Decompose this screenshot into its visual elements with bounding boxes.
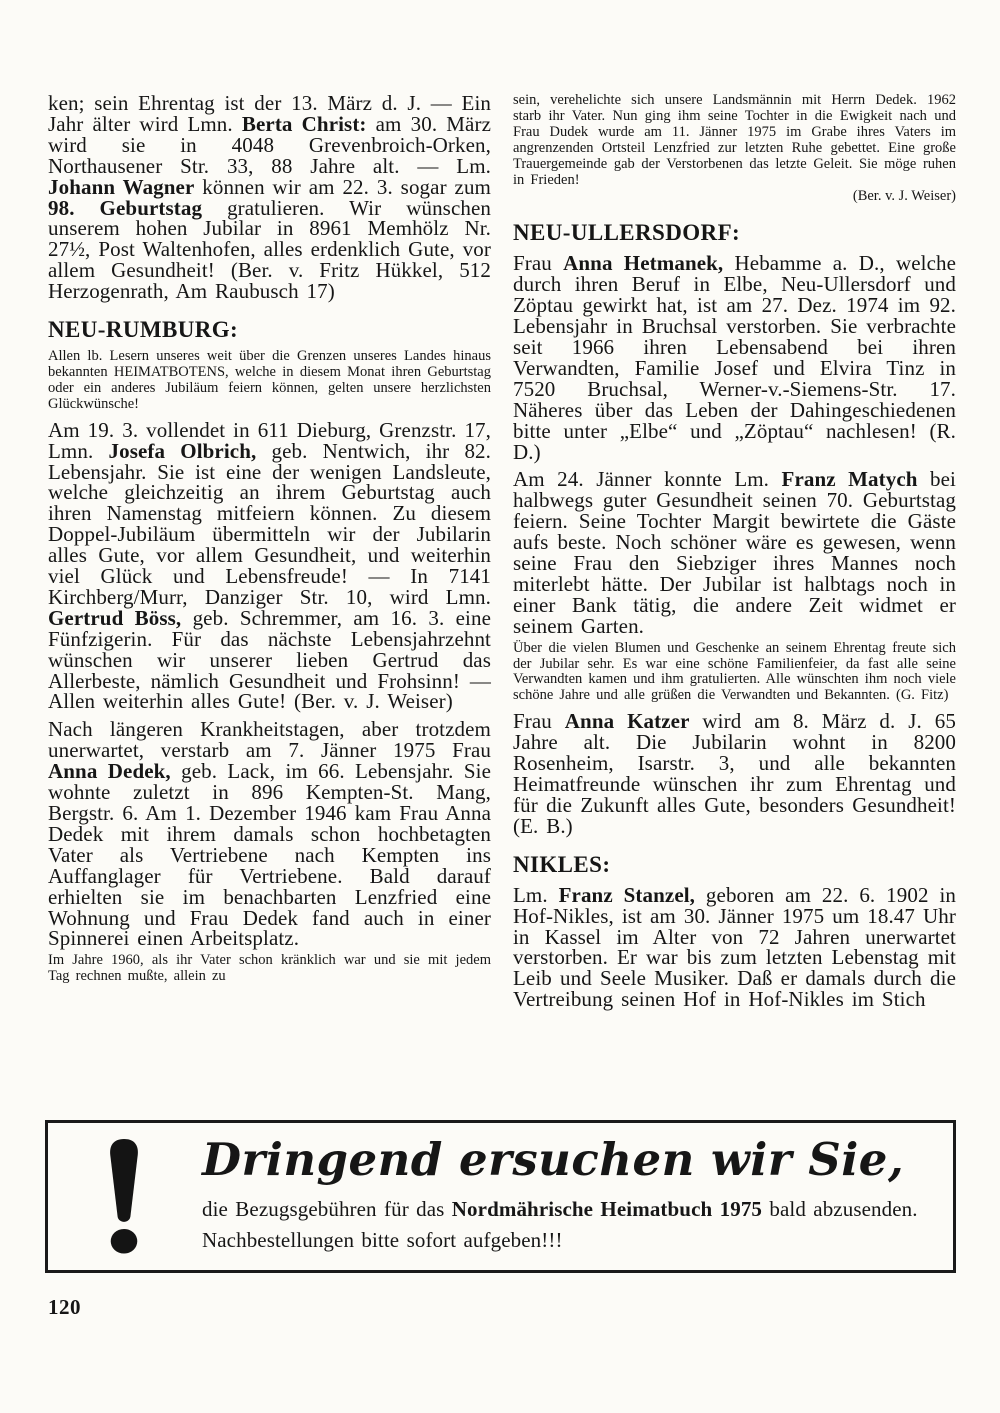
bold-text: Johann Wagner <box>48 174 195 199</box>
text: Nach längeren Krankheitstagen, aber trotzdem unerwartet, verstarb am 7. Jänner 1975 Frau <box>48 717 491 763</box>
text: Am 19. 3. vollendet in 611 Dieburg, Grenzstr. 17, Lmn. <box>48 417 491 463</box>
paragraph <box>513 253 956 462</box>
text: am 30. März wird sie in 4048 Grevenbroich-Orken, Northausener Str. 33, 88 Jahre alt. — Lm. <box>48 111 491 178</box>
text: sein, verehelichte sich unsere Landsmännin mit Herrn Dedek. 1962 starb ihr Vater. Nun ging ihm seine Tochter in die Ewigkeit nach und Frau Dudek wurde am 11. Jänner 1975 im Grabe ihres Vaters im angrenzenden Ortsteil Lenzfried zur letzten Ruhe gebettet. Eine große Trauergemeinde gab der Verstorbenen das letzte Geleit. Sie möge ruhen in Frieden! <box>513 93 956 188</box>
text: geb. Nentwich, ihr 82. Lebensjahr. Sie ist eine der wenigen Landsleute, welche gleichzeitig an ihrem Geburtstag auch ihren Namenstag mitfeiern können. Zu diesem Doppel-Jubiläum übermitteln wir der Jubilarin alles Gute, vor allem Gesundheit, und weiterhin viel Glück und Lebensfreude! — In 7141 Kirchberg/Murr, Danziger Str. 10, wird Lmn. <box>48 438 491 609</box>
notice-body <box>202 1194 929 1256</box>
text: geb. Schremmer, am 16. 3. eine Fünfzigerin. Für das nächste Lebensjahrzehnt wünschen wir unserer lieben Gertrud das Allerbeste, nämlich Gesundheit und Frohsinn! — Allen weiterhin alles Gute! (Ber. v. J. Weiser) <box>48 605 491 714</box>
text: bei halbwegs guter Gesundheit seinen 70. Geburtstag feiern. Seine Tochter Margit bewirtete die Gäste aufs beste. Noch schöner wäre es gewesen, wenn seine Frau den Siebziger ihres Mannes noch miterlebt hätte. Der Jubilar ist halbtags noch in einer Bank tätig, die andere Zeit widmet er seinem Garten. <box>513 467 956 638</box>
text: können wir am 22. 3. sogar zum <box>194 174 491 199</box>
bold-text: 98. Geburtstag <box>48 195 203 220</box>
text: Frau <box>513 251 564 276</box>
text: gratulieren. Wir wünschen unserem hohen Jubilar in 8961 Memhölz Nr. 27½, Post Waltenhofen, alles erdenklich Gute, vor allem Gesundheit! (Ber. v. Fritz Hükkel, 512 Herzogenrath, Am Raubusch 17) <box>48 195 491 304</box>
paragraph <box>513 469 956 636</box>
bold-text: Franz Matych <box>781 467 918 492</box>
bold-text: Berta Christ: <box>241 111 367 136</box>
text: bald abzusenden. Nachbestellungen bitte sofort aufgeben!!! <box>202 1196 918 1252</box>
text: geb. Lack, im 66. Lebensjahr. Sie wohnte zuletzt in 896 Kempten-St. Mang, Bergstr. 6. Am 1. Dezember 1946 kam Frau Anna Dedek mit ihrem damals schon hochbetagten Vater als Vertriebene nach Kempten ins Auffanglager für Vertriebene. Bald darauf erhielten sie im benachbarten Lenzfried eine Wohnung und Frau Dedek fand auch in einer Spinnerei einen Arbeitsplatz. <box>48 759 491 951</box>
text: Frau <box>513 709 565 734</box>
bold-text: Anna Dedek, <box>48 759 171 784</box>
attribution: (Ber. v. J. Weiser) <box>852 188 956 205</box>
notice-box-inner <box>48 1123 953 1270</box>
paragraph <box>48 417 491 714</box>
small-paragraph <box>48 349 491 413</box>
right-column <box>513 93 956 1115</box>
paragraph <box>48 93 491 302</box>
bold-text: Gertrud Böss, <box>48 605 182 630</box>
paragraph <box>48 719 491 949</box>
text: Lm. <box>513 882 559 907</box>
text: Am 24. Jänner konnte Lm. <box>513 467 782 492</box>
small-paragraph <box>513 641 956 705</box>
section-heading: NIKLES: <box>513 851 611 877</box>
paragraph <box>513 882 956 1012</box>
left-column <box>48 93 491 1115</box>
text: Allen lb. Lesern unseres weit über die Grenzen unseres Landes hinaus bekannten HEIMATBOTENS, welche in diesem Monat ihren Geburtstag oder ein anderes Jubiläum feiern können, gelten unsere herzlichsten Glückwünsche! <box>48 348 491 412</box>
exclamation-icon <box>102 1138 146 1256</box>
notice-box <box>45 1120 956 1273</box>
notice-text <box>202 1133 929 1256</box>
bold-text: Josefa Olbrich, <box>108 438 257 463</box>
bold-text: Nordmährische Heimatbuch 1975 <box>451 1196 763 1221</box>
page-number: 120 <box>48 1295 81 1319</box>
bold-text: Anna Katzer <box>564 709 690 734</box>
text: Hebamme a. D., welche durch ihren Beruf in Elbe, Neu-Ullersdorf und Zöptau gewirkt hat, ist am 27. Dez. 1974 im 92. Lebensjahr in Bruchsal verstorben. Sie verbrachte seit 1966 ihren Lebensabend bei ihren Verwandten, Familie Josef und Elvira Tinz in 7520 Bruchsal, Werner-v.-Siemens-Str. 17. Näheres über das Leben der Dahingeschiedenen bitte unter „Elbe“ und „Zöptau“ nachlesen! (R. D.) <box>513 251 956 464</box>
section-heading: NEU-ULLERSDORF: <box>513 220 741 246</box>
section-heading: NEU-RUMBURG: <box>48 317 239 343</box>
notice-heading: Dringend ersuchen wir Sie, <box>202 1133 905 1187</box>
small-paragraph <box>513 93 956 188</box>
two-column-text <box>48 93 956 1115</box>
text: Über die vielen Blumen und Geschenke an seinem Ehrentag freute sich der Jubilar sehr. Es war eine schöne Familienfeier, da fast alle seine Verwandten kamen und ihm gratulierten. Alle wünschten ihm noch viele schöne Jahre und alle grüßen die Verwandten und Bekannten. (G. Fitz) <box>513 639 956 704</box>
text: geboren am 22. 6. 1902 in Hof-Nikles, ist am 30. Jänner 1975 um 18.47 Uhr in Kassel im Alter von 72 Jahren unerwartet verstorben. Er war bis zum letzten Lebenstag mit Leib und Seele Musiker. Daß er damals durch die Vertreibung seinen Hof in Hof-Nikles im Stich <box>513 882 956 1012</box>
text: ken; sein Ehrentag ist der 13. März d. J. — Ein Jahr älter wird Lmn. <box>48 93 491 136</box>
text: die Bezugsgebühren für das <box>202 1196 452 1221</box>
text: Im Jahre 1960, als ihr Vater schon kränklich war und sie mit jedem Tag rechnen mußte, allein zu <box>48 952 491 985</box>
small-paragraph <box>48 953 491 985</box>
bold-text: Franz Stanzel, <box>558 882 696 907</box>
paragraph <box>513 711 956 836</box>
bold-text: Anna Hetmanek, <box>563 251 724 276</box>
text: wird am 8. März d. J. 65 Jahre alt. Die Jubilarin wohnt in 8200 Rosenheim, Isarstr. 3, und alle bekannten Heimatfreunde wünschen ihr zum Ehrentag und für die Zukunft alles Gute, besonders Gesundheit! (E. B.) <box>513 709 956 838</box>
